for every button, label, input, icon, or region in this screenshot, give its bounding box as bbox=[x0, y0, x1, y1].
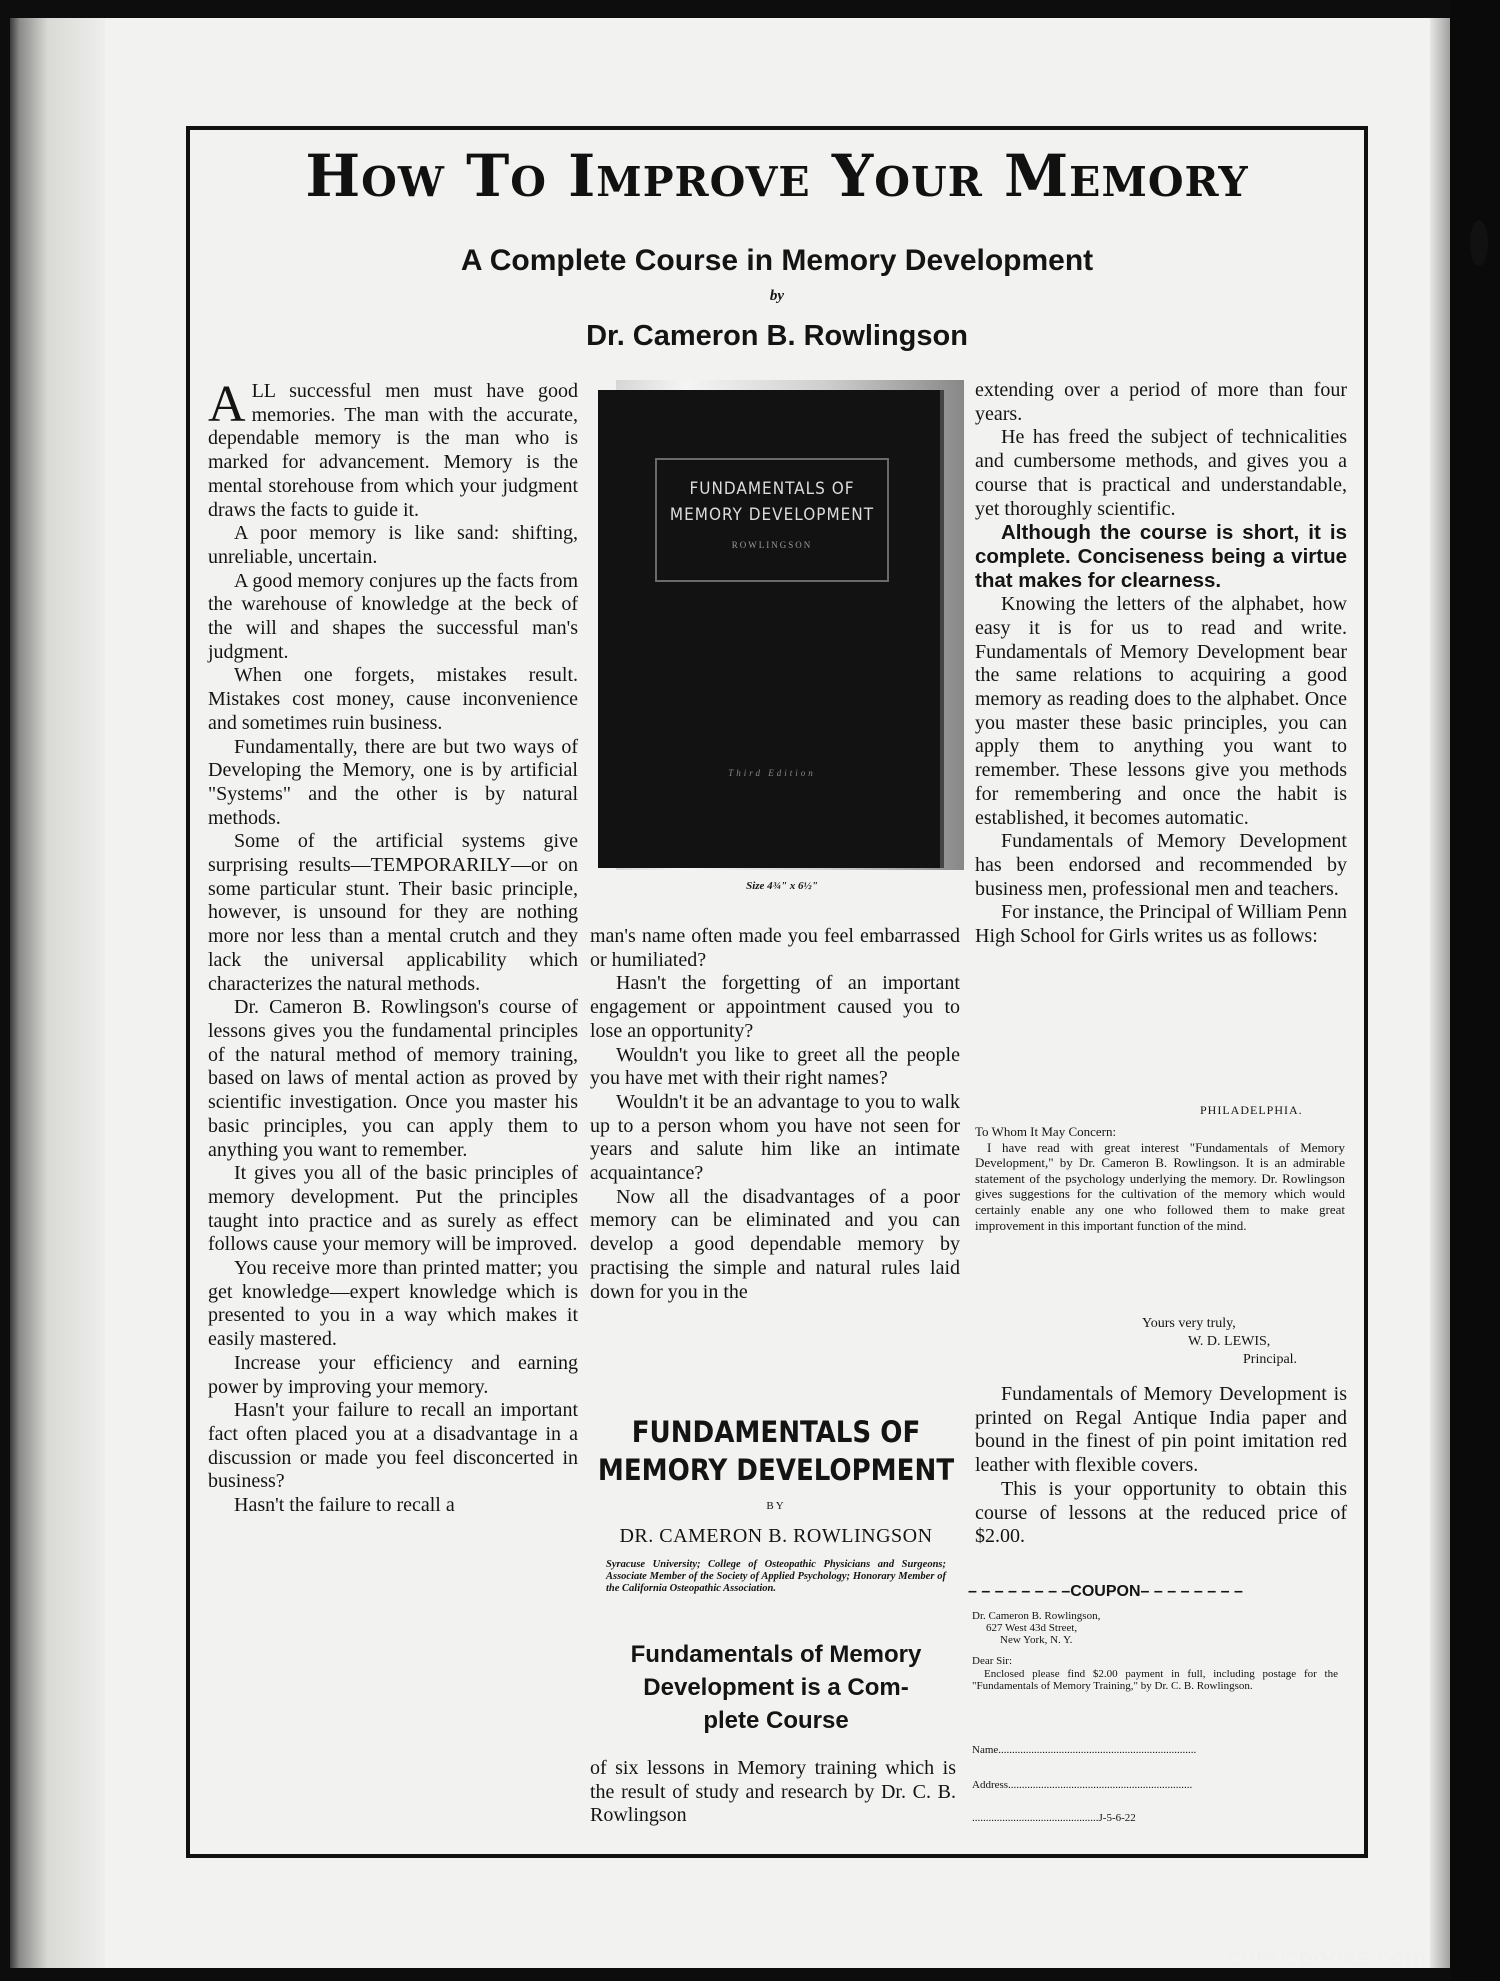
paragraph: Fundamentals of Memory Development has been endorsed and recommended by business men, professional men and teachers. bbox=[975, 830, 1347, 900]
paragraph: For instance, the Principal of William Penn High School for Girls writes us as follows: bbox=[975, 901, 1347, 948]
book-title-block bbox=[586, 1413, 966, 1489]
coupon-name-field[interactable]: Name........................................................................ bbox=[972, 1744, 1197, 1756]
paragraph: You receive more than printed matter; you get knowledge—expert knowledge which is presented to you in a way which makes it easily mastered. bbox=[208, 1257, 578, 1351]
paragraph-text: LL successful men must have good memories. The man with the accurate, dependable memory is the man who is marked for advancement. Memory is the mental storehouse from which your judgment draws the facts to guide it. bbox=[208, 380, 578, 521]
book-title-line: FUNDAMENTALS OF bbox=[689, 479, 855, 499]
coupon-code-line: ..............................................J-5-6-22 bbox=[972, 1812, 1136, 1824]
ad-subhead: A Complete Course in Memory Development bbox=[460, 244, 1094, 277]
paragraph: He has freed the subject of technicalities and cumbersome methods, and gives you a course that is practical and understandable, yet thoroughly scientific. bbox=[975, 426, 1347, 520]
text-column-right bbox=[975, 379, 1347, 949]
subheading-line: plete Course bbox=[703, 1707, 849, 1734]
coupon-salutation: Dear Sir: bbox=[972, 1655, 1013, 1667]
paragraph: Hasn't the failure to recall a bbox=[234, 1494, 455, 1517]
letter-place: PHILADELPHIA. bbox=[1200, 1103, 1303, 1117]
book-illustration bbox=[598, 380, 966, 870]
author-name: Dr. Cameron B. Rowlingson bbox=[586, 320, 968, 352]
book-title-line: FUNDAMENTALS OF bbox=[631, 1415, 921, 1449]
book-title bbox=[655, 476, 889, 528]
paragraph: It gives you all of the basic principles of memory development. Put the principles taught into practice and as surely as effect follows cause your memory will be improved. bbox=[208, 1162, 578, 1256]
book-edition: Third Edition bbox=[728, 768, 816, 778]
coupon-address-line: New York, N. Y. bbox=[1000, 1634, 1073, 1646]
paragraph: Hasn't your failure to recall an important fact often placed you at a disadvantage in a discussion or made you feel disconcerted in business? bbox=[208, 1399, 578, 1493]
coupon-body: Enclosed please find $2.00 payment in full, including postage for the "Fundamentals of Memory Training," by Dr. C. B. Rowlingson. bbox=[972, 1668, 1338, 1692]
coupon-address-line: Dr. Cameron B. Rowlingson, bbox=[972, 1610, 1101, 1622]
paragraph: Wouldn't you like to greet all the people you have met with their right names? bbox=[590, 1043, 960, 1090]
coupon-heading: – – – – – – – –COUPON– – – – – – – – bbox=[968, 1583, 1243, 1600]
scan-dark-edge bbox=[1450, 0, 1500, 1981]
book-cover bbox=[598, 390, 944, 868]
author-credentials: Syracuse University; College of Osteopathic Physicians and Surgeons; Associate Member of the Society of Applied Psychology; Honorary Member of the California Osteopathic Association. bbox=[606, 1559, 946, 1594]
book-author-name: DR. CAMERON B. ROWLINGSON bbox=[619, 1525, 933, 1547]
paragraph: of six lessons in Memory training which is the result of study and research by Dr. C. B. Rowlingson bbox=[590, 1757, 956, 1827]
paragraph: Some of the artificial systems give surprising results—TEMPORARILY—or on some particular stunt. Their basic principle, however, is unsound for they are nothing more nor less than a mental crutch and they lack the universal applicability which characterizes the natural methods. bbox=[208, 830, 578, 995]
book-title-line: MEMORY DEVELOPMENT bbox=[669, 505, 875, 525]
paragraph: This is your opportunity to obtain this course of lessons at the reduced price of $2.00. bbox=[975, 1477, 1347, 1548]
course-subheading bbox=[586, 1638, 966, 1737]
paragraph bbox=[208, 376, 578, 522]
paragraph: Wouldn't it be an advantage to you to walk up to a person whom you have not seen for years and salute him like an intimate acquaintance? bbox=[590, 1090, 960, 1185]
paragraph: Knowing the letters of the alphabet, how easy it is for us to read and write. Fundamentals of Memory Development bear the same relations to acquiring a good memory as reading does to the alphabet. Once you master these basic principles, you can apply them to anything you want to remember. These lessons give you methods for remembering and once the habit is established, it becomes automatic. bbox=[975, 593, 1347, 829]
page-spine-shadow bbox=[10, 18, 105, 1968]
site-watermark: comicbooks.com bbox=[1228, 1945, 1428, 1971]
text-column-right-end bbox=[975, 1383, 1347, 1549]
ad-headline bbox=[186, 142, 1368, 210]
book-size-caption: Size 4¾" x 6½" bbox=[746, 880, 818, 892]
paragraph: Hasn't the forgetting of an important engagement or appointment caused you to lose an opportunity? bbox=[590, 972, 960, 1042]
headline-text: How To Improve Your Memory bbox=[305, 142, 1249, 210]
paragraph: A poor memory is like sand: shifting, unreliable, uncertain. bbox=[208, 522, 578, 568]
scan-artifact bbox=[1470, 220, 1488, 266]
letter-title: Principal. bbox=[1243, 1352, 1298, 1367]
paragraph: Fundamentals of Memory Development is printed on Regal Antique India paper and bound in the finest of pin point imitation red leather with flexible covers. bbox=[975, 1383, 1347, 1477]
paragraph: When one forgets, mistakes result. Mistakes cost money, cause inconvenience and sometimes ruin business. bbox=[208, 664, 578, 734]
text-column-left bbox=[208, 376, 578, 1518]
letter-salutation: To Whom It May Concern: bbox=[975, 1124, 1117, 1139]
bold-paragraph: Although the course is short, it is complete. Conciseness being a virtue that makes for clearness. bbox=[975, 521, 1347, 593]
subheading-line: Development is a Com- bbox=[643, 1674, 909, 1701]
text-column-middle-end bbox=[590, 1757, 956, 1828]
book-by-label: BY bbox=[766, 1500, 786, 1512]
text-column-middle bbox=[590, 925, 960, 1304]
letter-closing: Yours very truly, bbox=[1142, 1316, 1236, 1331]
letter-signature: W. D. LEWIS, bbox=[1188, 1334, 1271, 1349]
paragraph: A good memory conjures up the facts from the warehouse of knowledge at the beck of the will and shapes the successful man's judgment. bbox=[208, 569, 578, 663]
paragraph: Now all the disadvantages of a poor memory can be eliminated and you can develop a good dependable memory by practising the simple and natural rules laid down for you in the bbox=[590, 1185, 960, 1303]
subheading-line: Fundamentals of Memory bbox=[630, 1641, 922, 1668]
by-label: by bbox=[769, 288, 785, 304]
paragraph: Fundamentally, there are but two ways of Developing the Memory, one is by artificial "Systems" and the other is by natural methods. bbox=[208, 735, 578, 829]
paragraph: extending over a period of more than four years. bbox=[975, 379, 1347, 425]
book-title-line: MEMORY DEVELOPMENT bbox=[597, 1453, 955, 1487]
coupon-address-field[interactable]: Address................................................................... bbox=[972, 1779, 1193, 1791]
book-author: ROWLINGSON bbox=[731, 540, 813, 550]
paragraph: Dr. Cameron B. Rowlingson's course of lessons gives you the fundamental principles of the natural method of memory training, based on laws of mental action as proved by scientific investigation. Once you master his basic principles, you can apply them to anything you want to remember. bbox=[208, 996, 578, 1161]
drop-cap: A bbox=[208, 376, 246, 433]
paragraph: Increase your efficiency and earning power by improving your memory. bbox=[208, 1351, 578, 1398]
testimonial-letter bbox=[975, 1124, 1345, 1233]
page-edge-shadow bbox=[1430, 18, 1450, 1968]
paragraph: man's name often made you feel embarrassed or humiliated? bbox=[590, 925, 960, 971]
coupon-address-line: 627 West 43d Street, bbox=[986, 1622, 1078, 1634]
letter-body: I have read with great interest "Fundamentals of Memory Development," by Dr. Cameron B. Rowlingson. It is an admirable statement of the psychology underlying the memory. Dr. Rowlingson gives suggestions for the cultivation of the memory which would certainly enable any one who followed them to make great improvement in this important function of the mind. bbox=[975, 1139, 1345, 1233]
